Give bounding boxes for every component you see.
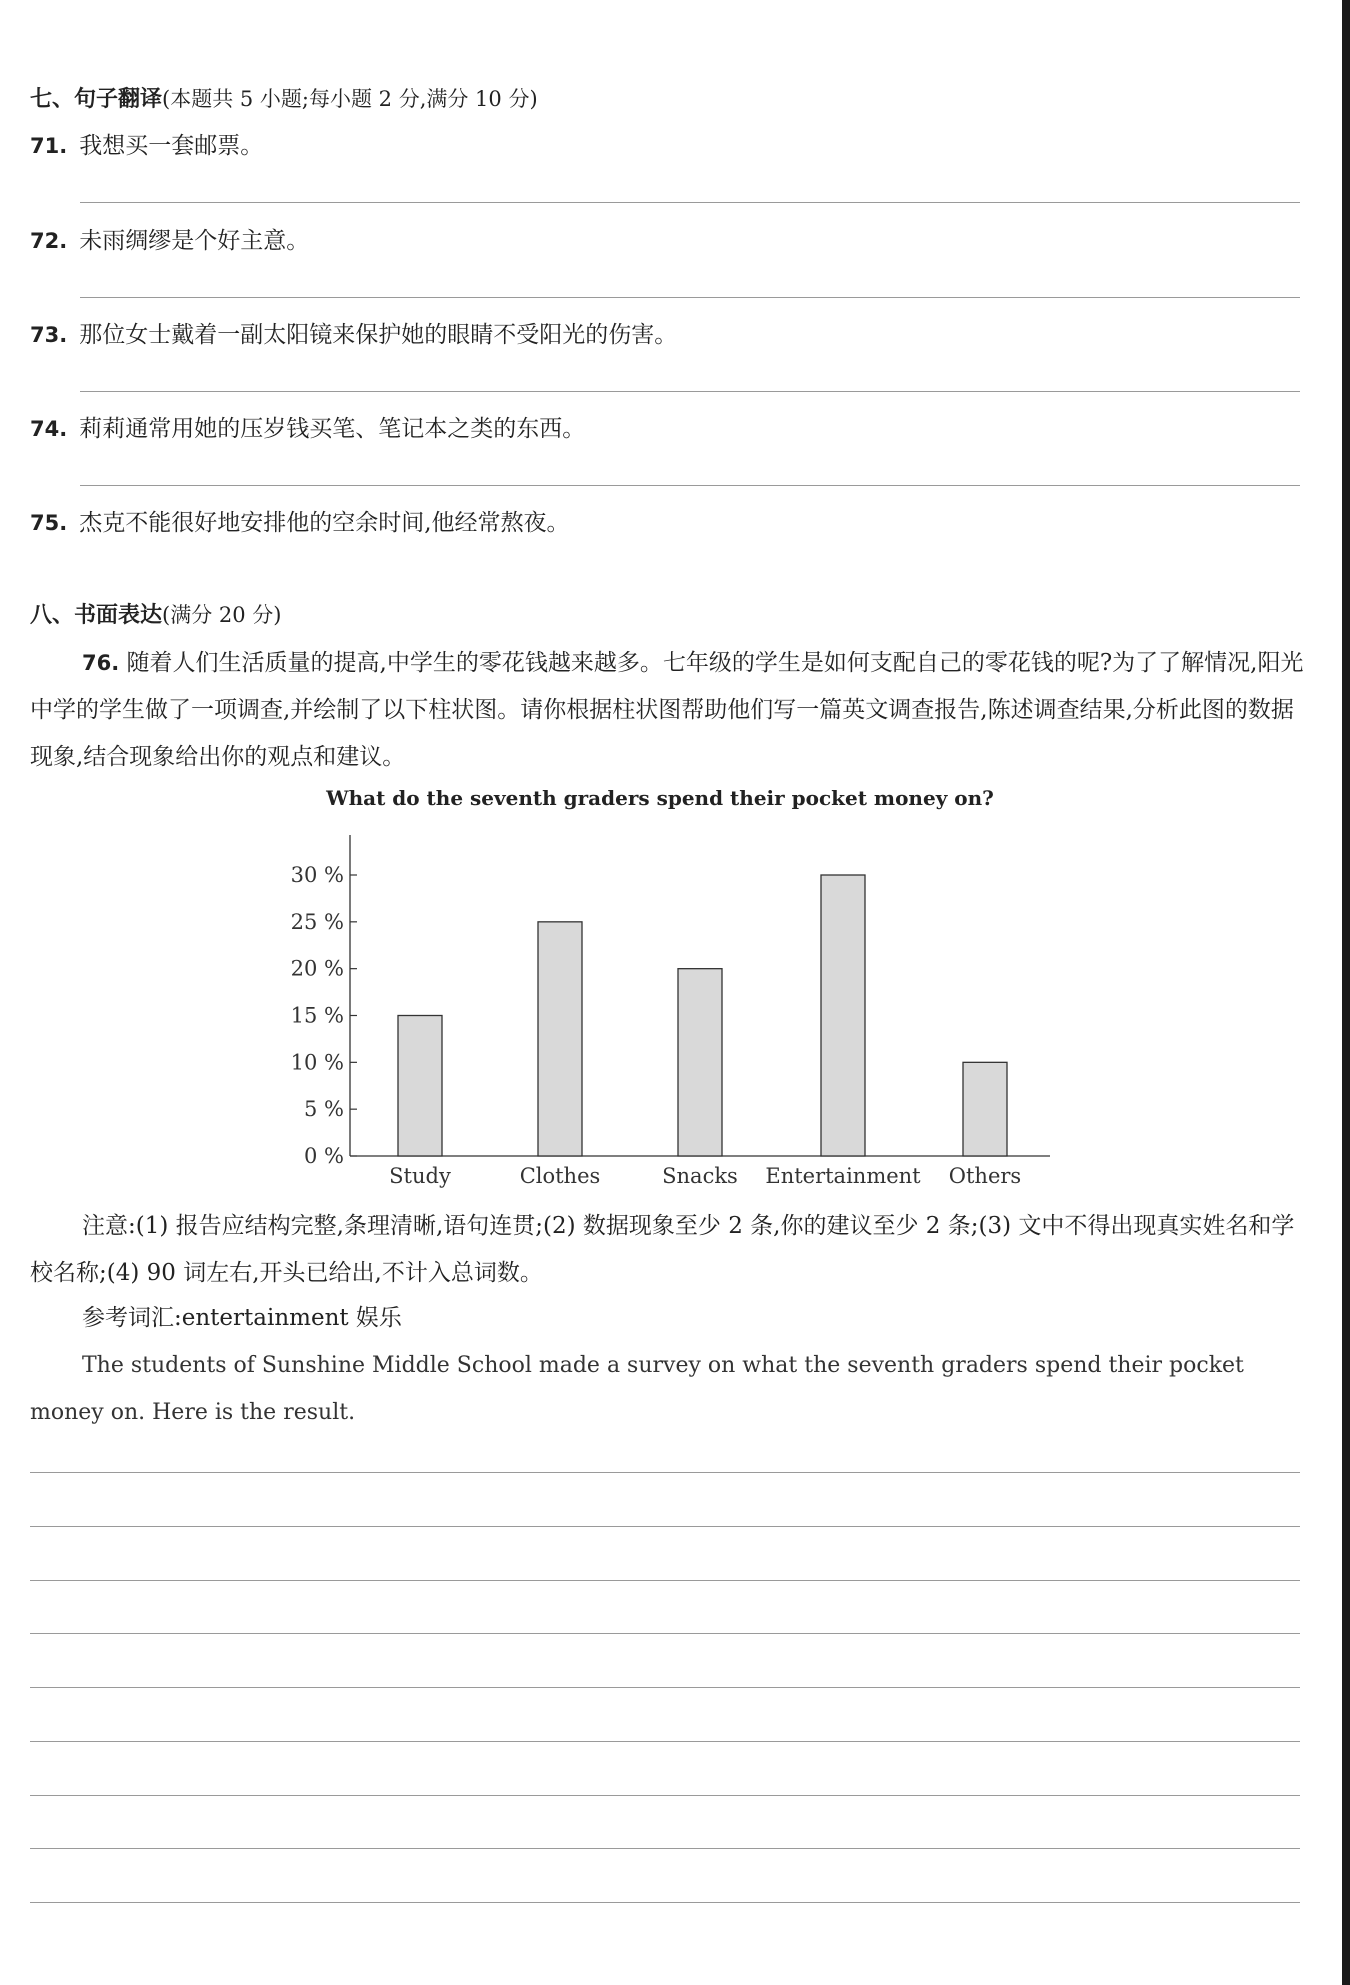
scan-edge [1342, 0, 1350, 1985]
x-tick-label: Snacks [662, 1164, 738, 1188]
writing-line[interactable] [30, 1633, 1300, 1634]
y-tick-label: 25 % [290, 909, 344, 934]
question-72 [30, 222, 309, 255]
vocab-hint [30, 1295, 1310, 1342]
section7-note: (本题共 5 小题;每小题 2 分,满分 10 分) [162, 87, 538, 111]
essay-opening [30, 1342, 1310, 1436]
bar-others [963, 1062, 1007, 1156]
question-73 [30, 316, 677, 349]
question-text: 我想买一套邮票。 [79, 133, 264, 159]
writing-line[interactable] [30, 1795, 1300, 1796]
x-tick-label: Entertainment [765, 1164, 921, 1188]
vocab-text: 参考词汇:entertainment 娱乐 [82, 1305, 402, 1331]
question-number: 76. [82, 651, 120, 675]
writing-line[interactable] [30, 1741, 1300, 1742]
answer-line-74[interactable] [80, 485, 1300, 486]
question-71 [30, 127, 263, 160]
answer-line-72[interactable] [80, 297, 1300, 298]
bar-snacks [678, 969, 722, 1156]
y-tick-label: 10 % [290, 1050, 344, 1075]
y-tick-label: 5 % [304, 1097, 344, 1122]
writing-line[interactable] [30, 1687, 1300, 1688]
question-text: 莉莉通常用她的压岁钱买笔、笔记本之类的东西。 [79, 416, 586, 442]
question-text: 杰克不能很好地安排他的空余时间,他经常熬夜。 [79, 510, 570, 536]
chart-title: What do the seventh graders spend their pocket money on? [326, 786, 994, 810]
writing-line[interactable] [30, 1580, 1300, 1581]
question-number: 74. [30, 417, 68, 441]
opening-text: The students of Sunshine Middle School made a survey on what the seventh graders spend their pocket money on. Here is the result. [30, 1353, 1244, 1425]
bar-chart [250, 780, 1070, 1200]
writing-notice [30, 1203, 1310, 1297]
section7-title [30, 82, 538, 113]
section7-heading: 七、句子翻译 [30, 87, 163, 112]
writing-line[interactable] [30, 1526, 1300, 1527]
x-tick-label: Others [948, 1164, 1022, 1188]
question-76-prompt [30, 640, 1310, 781]
writing-line[interactable] [30, 1902, 1300, 1903]
question-number: 71. [30, 134, 68, 158]
section8-note: (满分 20 分) [162, 603, 282, 627]
section8-title [30, 598, 281, 629]
y-tick-label: 30 % [290, 863, 344, 887]
x-tick-label: Study [389, 1164, 451, 1188]
question-text: 未雨绸缪是个好主意。 [79, 228, 310, 254]
question-number: 75. [30, 511, 68, 535]
bar-entertainment [821, 875, 865, 1156]
question-75 [30, 504, 570, 537]
bar-clothes [538, 922, 582, 1156]
notice-text: 注意:(1) 报告应结构完整,条理清晰,语句连贯;(2) 数据现象至少 2 条,你的建议至少 2 条;(3) 文中不得出现真实姓名和学校名称;(4) 90 词左右,开头已给出,不计入总词数。 [30, 1213, 1295, 1286]
question-74 [30, 410, 585, 443]
writing-line[interactable] [30, 1848, 1300, 1849]
answer-line-73[interactable] [80, 391, 1300, 392]
section8-heading: 八、书面表达 [30, 603, 163, 628]
y-tick-label: 15 % [290, 1003, 344, 1028]
chart-svg [250, 780, 1070, 1200]
question-text: 随着人们生活质量的提高,中学生的零花钱越来越多。七年级的学生是如何支配自己的零花钱的呢?为了了解情况,阳光中学的学生做了一项调查,并绘制了以下柱状图。请你根据柱状图帮助他们写一篇英文调查报告,陈述调查结果,分析此图的数据现象,结合现象给出你的观点和建议。 [30, 650, 1304, 770]
x-tick-label: Clothes [519, 1164, 601, 1188]
bar-study [398, 1016, 442, 1157]
answer-line-71[interactable] [80, 202, 1300, 203]
y-tick-label: 0 % [304, 1144, 344, 1168]
writing-line[interactable] [30, 1472, 1300, 1473]
question-text: 那位女士戴着一副太阳镜来保护她的眼睛不受阳光的伤害。 [79, 322, 678, 348]
y-tick-label: 20 % [290, 956, 344, 981]
question-number: 73. [30, 323, 68, 347]
question-number: 72. [30, 229, 68, 253]
